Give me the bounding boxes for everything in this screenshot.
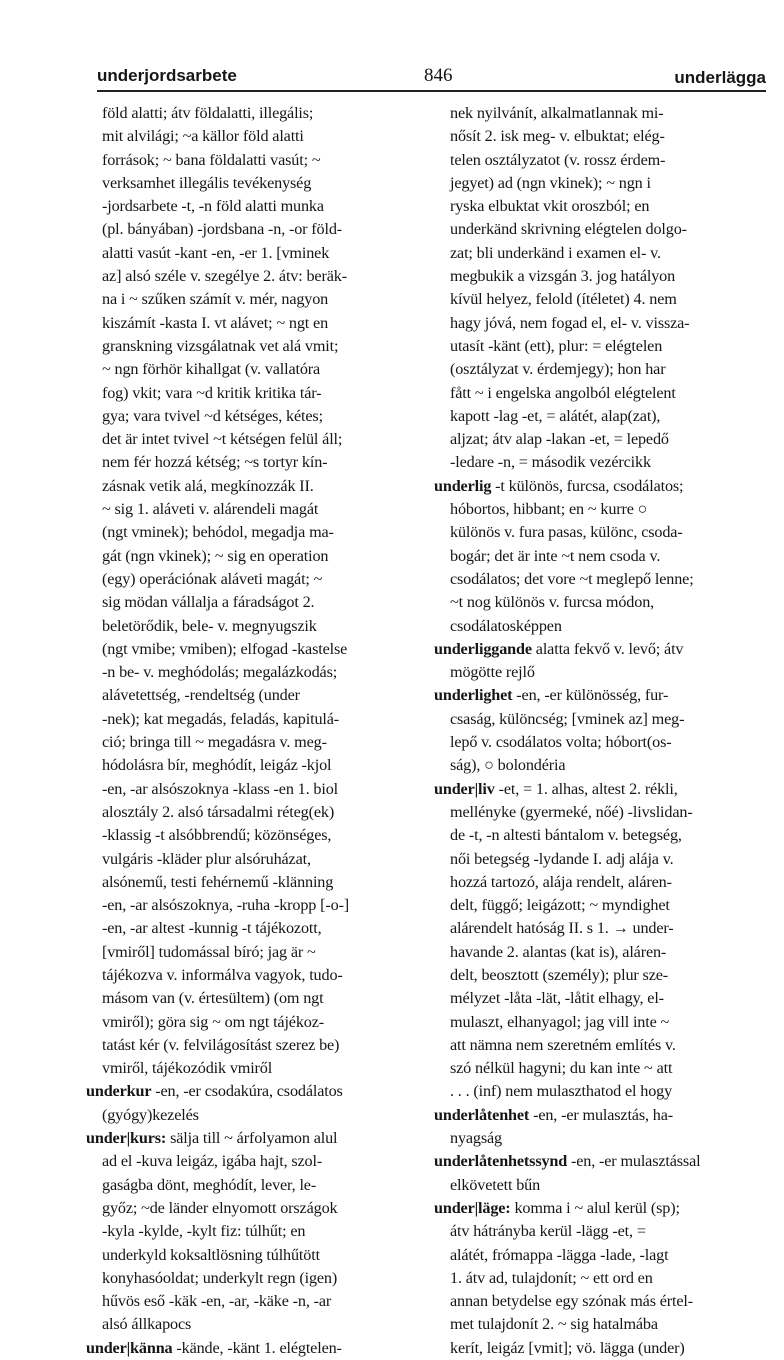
entry-line: sig mödan vállalja a fáradságot 2.: [102, 593, 315, 612]
entry-line: (ngt vminek); behódol, megadja ma-: [102, 523, 334, 542]
entry-headword-line: under|läge: komma i ~ alul kerül (sp);: [434, 1198, 680, 1217]
entry-line: női betegség -lydande I. adj alája v.: [450, 849, 674, 868]
entry-line: nyagság: [450, 1129, 502, 1148]
entry-line: -en, -ar alsószoknya -klass -en 1. biol: [102, 779, 338, 798]
entry-line: aljzat; átv alap -lakan -et, = lepedő: [450, 430, 669, 449]
entry-line: az] alsó széle v. szegélye 2. átv: beräk-: [102, 267, 347, 286]
entry-line: mellényke (gyermeké, nőé) -livslidan-: [450, 802, 693, 821]
entry-headword-line: under|kurs: sälja till ~ árfolyamon alul: [86, 1129, 338, 1148]
entry-line: kívül helyez, felold (ítéletet) 4. nem: [450, 290, 677, 309]
entry-line: ság), ○ bolondéria: [450, 756, 566, 775]
entry-line: zásnak vetik alá, megkínozzák II.: [102, 476, 314, 495]
entry-line: (gyógy)kezelés: [102, 1105, 199, 1124]
entry-line: alosztály 2. alsó társadalmi réteg(ek): [102, 802, 335, 821]
entry-line: -en, -ar alsószoknya, -ruha -kropp [-o-]: [102, 896, 350, 915]
entry-line: alávetettség, -rendeltség (under: [102, 686, 300, 705]
entry-line: győz; ~de länder elnyomott országok: [102, 1198, 338, 1217]
entry-line: hűvös eső -käk -en, -ar, -käke -n, -ar: [102, 1292, 332, 1311]
entry-line: (osztályzat v. érdemjegy); hon har: [450, 360, 666, 379]
entry-line: vulgáris -kläder plur alsóruházat,: [102, 849, 311, 868]
entry-line: gya; vara tvivel ~d kétséges, kétes;: [102, 406, 323, 425]
entry-line: telen osztályzatot (v. rossz érdem-: [450, 150, 666, 169]
entry-line: csaság, különcség; [vminek az] meg-: [450, 709, 685, 728]
entry-line: jegyet) ad (ngn vkinek); ~ ngn i: [450, 173, 651, 192]
entry-line: alsó állkapocs: [102, 1315, 192, 1334]
entry-line: de -t, -n altesti bántalom v. betegség,: [450, 826, 682, 845]
entry-line: underkyld koksaltlösning túlhűtött: [102, 1245, 320, 1264]
entry-headword-line: under|liv -et, = 1. alhas, altest 2. rékli,: [434, 779, 678, 798]
entry-line: [vmiről] tudomással bíró; jag är ~: [102, 942, 316, 961]
entry-line: det är intet tvivel ~t kétségen felül áll;: [102, 430, 343, 449]
entry-line: granskning vizsgálatnak vet alá vmit;: [102, 336, 339, 355]
entry-line: -ledare -n, = második vezércikk: [450, 453, 651, 472]
running-header: [97, 60, 766, 92]
entry-line: na i ~ szűken számít v. mér, nagyon: [102, 290, 329, 309]
entry-line: bogár; det är inte ~t nem csoda v.: [450, 546, 661, 565]
entry-line: fått ~ i engelska angolból elégtelent: [450, 383, 676, 402]
entry-line: alátét, frómappa -lägga -lade, -lagt: [450, 1245, 669, 1264]
entry-line: alsónemű, testi fehérnemű -klänning: [102, 872, 334, 891]
entry-headword-line: underlighet -en, -er különösség, fur-: [434, 686, 669, 705]
entry-line: csodálatos; det vore ~t meglepő lenne;: [450, 569, 694, 588]
entry-line: föld alatti; átv földalatti, illegális;: [102, 104, 314, 122]
entry-line: hódolásra bír, meghódít, leigáz -kjol: [102, 756, 332, 775]
entry-line: ryska elbuktat vkit oroszból; en: [450, 197, 650, 216]
entry-line: utasít -känt (ett), plur: = elégtelen: [450, 336, 663, 355]
entry-line: konyhasóoldat; underkylt regn (igen): [102, 1268, 338, 1287]
entry-line: ~ sig 1. aláveti v. alárendeli magát: [102, 500, 319, 519]
entry-line: források; ~ bana földalatti vasút; ~: [102, 150, 321, 169]
entry-line: tatást kér (v. felvilágosítást szerez be): [102, 1035, 340, 1054]
entry-line: fog) vkit; vara ~d kritik kritika tár-: [102, 383, 322, 402]
entry-line: gát (ngn vkinek); ~ sig en operation: [102, 546, 329, 565]
entry-line: -kyla -kylde, -kylt fiz: túlhűt; en: [102, 1222, 306, 1241]
entry-line: -klassig -t alsóbbrendű; közönséges,: [102, 826, 332, 845]
entry-line: alárendelt hatóság II. s 1. → under-: [450, 919, 674, 938]
entry-line: tájékozva v. informálva vagyok, tudo-: [102, 965, 343, 984]
entry-line: nek nyilvánít, alkalmatlannak mi-: [450, 104, 664, 122]
entry-line: -nek); kat megadás, feladás, kapitulá-: [102, 709, 340, 728]
entry-line: gaságba dönt, meghódít, lever, le-: [102, 1175, 317, 1194]
entry-line: met tulajdonít 2. ~ sig hatalmába: [450, 1315, 658, 1334]
entry-line: (egy) operációnak aláveti magát; ~: [102, 569, 323, 588]
page-number: 846: [424, 65, 453, 86]
entry-line: -en, -ar altest -kunnig -t tájékozott,: [102, 919, 322, 938]
left-column: [86, 102, 406, 1360]
entry-line: ~ ngn förhör kihallgat (v. vallatóra: [102, 360, 321, 379]
entry-headword-line: under|känna -kände, -känt 1. elégtelen-: [86, 1338, 342, 1357]
entry-line: lepő v. csodálatos volta; hóbort(os-: [450, 733, 672, 752]
entry-line: elkövetett bűn: [450, 1175, 541, 1194]
entry-line: ad el -kuva leigáz, igába hajt, szol-: [102, 1152, 323, 1171]
entry-line: annan betydelse egy szónak más értel-: [450, 1292, 694, 1311]
entry-line: (pl. bányában) -jordsbana -n, -or föld-: [102, 220, 343, 239]
entry-line: mit alvilági; ~a källor föld alatti: [102, 127, 304, 146]
entry-line: verksamhet illegális tevékenység: [102, 173, 312, 192]
entry-line: 1. átv ad, tulajdonít; ~ ett ord en: [450, 1268, 653, 1287]
entry-line: underkänd skrivning elégtelen dolgo-: [450, 220, 687, 239]
entry-line: kiszámít -kasta I. vt alávet; ~ ngt en: [102, 313, 329, 332]
entry-headword-line: underlig -t különös, furcsa, csodálatos;: [434, 476, 684, 495]
entry-headword-line: underlåtenhetssynd -en, -er mulasztással: [434, 1152, 701, 1171]
entry-line: nősít 2. isk meg- v. elbuktat; elég-: [450, 127, 665, 146]
entry-line: hagy jóvá, nem fogad el, el- v. vissza-: [450, 313, 690, 332]
entry-line: átv hátrányba kerül -lägg -et, =: [450, 1222, 646, 1241]
entry-line: zat; bli underkänd i examen el- v.: [450, 243, 661, 262]
entry-line: kerít, leigáz [vmit]; vö. lägga (under): [450, 1338, 685, 1357]
entry-line: másom van (v. értesültem) (om ngt: [102, 989, 324, 1008]
entry-line: ~t nog különös v. furcsa módon,: [450, 593, 655, 612]
entry-headword-line: underliggande alatta fekvő v. levő; átv: [434, 639, 684, 658]
right-column: [434, 102, 772, 1360]
entry-line: vmiről, tájékozódik vmiről: [102, 1059, 273, 1078]
entry-line: szó nélkül hagyni; du kan inte ~ att: [450, 1059, 673, 1078]
entry-line: nem fér hozzá kétség; ~s tortyr kín-: [102, 453, 328, 472]
right-guide-word: underlägga: [674, 68, 766, 87]
entry-line: (ngt vmibe; vmiben); elfogad -kastelse: [102, 639, 348, 658]
entry-headword-line: underkur -en, -er csodakúra, csodálatos: [86, 1082, 343, 1101]
entry-line: . . . (inf) nem mulaszthatod el hogy: [450, 1082, 673, 1101]
entry-line: kapott -lag -et, = alátét, alap(zat),: [450, 406, 661, 425]
left-guide-word: underjordsarbete: [97, 66, 237, 85]
entry-line: delt, függő; leigázott; ~ myndighet: [450, 896, 670, 915]
entry-line: mulaszt, elhanyagol; jag vill inte ~: [450, 1012, 670, 1031]
entry-line: att nämna nem szeretném említés v.: [450, 1035, 676, 1054]
entry-line: csodálatosképpen: [450, 616, 562, 635]
entry-line: megbukik a vizsgán 3. jog hatályon: [450, 267, 676, 286]
entry-line: alatti vasút -kant -en, -er 1. [vminek: [102, 243, 330, 262]
entry-line: vmiről); göra sig ~ om ngt tájékoz-: [102, 1012, 324, 1031]
entry-line: mélyzet -låta -lät, -låtit elhagy, el-: [450, 989, 664, 1008]
entry-line: havande 2. alantas (kat is), aláren-: [450, 942, 667, 961]
entry-line: -n be- v. meghódolás; megalázkodás;: [102, 663, 338, 682]
entry-line: különös v. fura pasas, különc, csoda-: [450, 523, 683, 542]
entry-line: ció; bringa till ~ megadásra v. meg-: [102, 733, 327, 752]
entry-line: mögötte rejlő: [450, 663, 535, 682]
entry-line: hóbortos, hibbant; en ~ kurre ○: [450, 500, 648, 519]
entry-line: beletörődik, bele- v. megnyugszik: [102, 616, 317, 635]
entry-line: hozzá tartozó, alája rendelt, aláren-: [450, 872, 672, 891]
entry-line: delt, beosztott (személy); plur sze-: [450, 965, 669, 984]
entry-line: -jordsarbete -t, -n föld alatti munka: [102, 197, 324, 216]
entry-headword-line: underlåtenhet -en, -er mulasztás, ha-: [434, 1105, 674, 1124]
